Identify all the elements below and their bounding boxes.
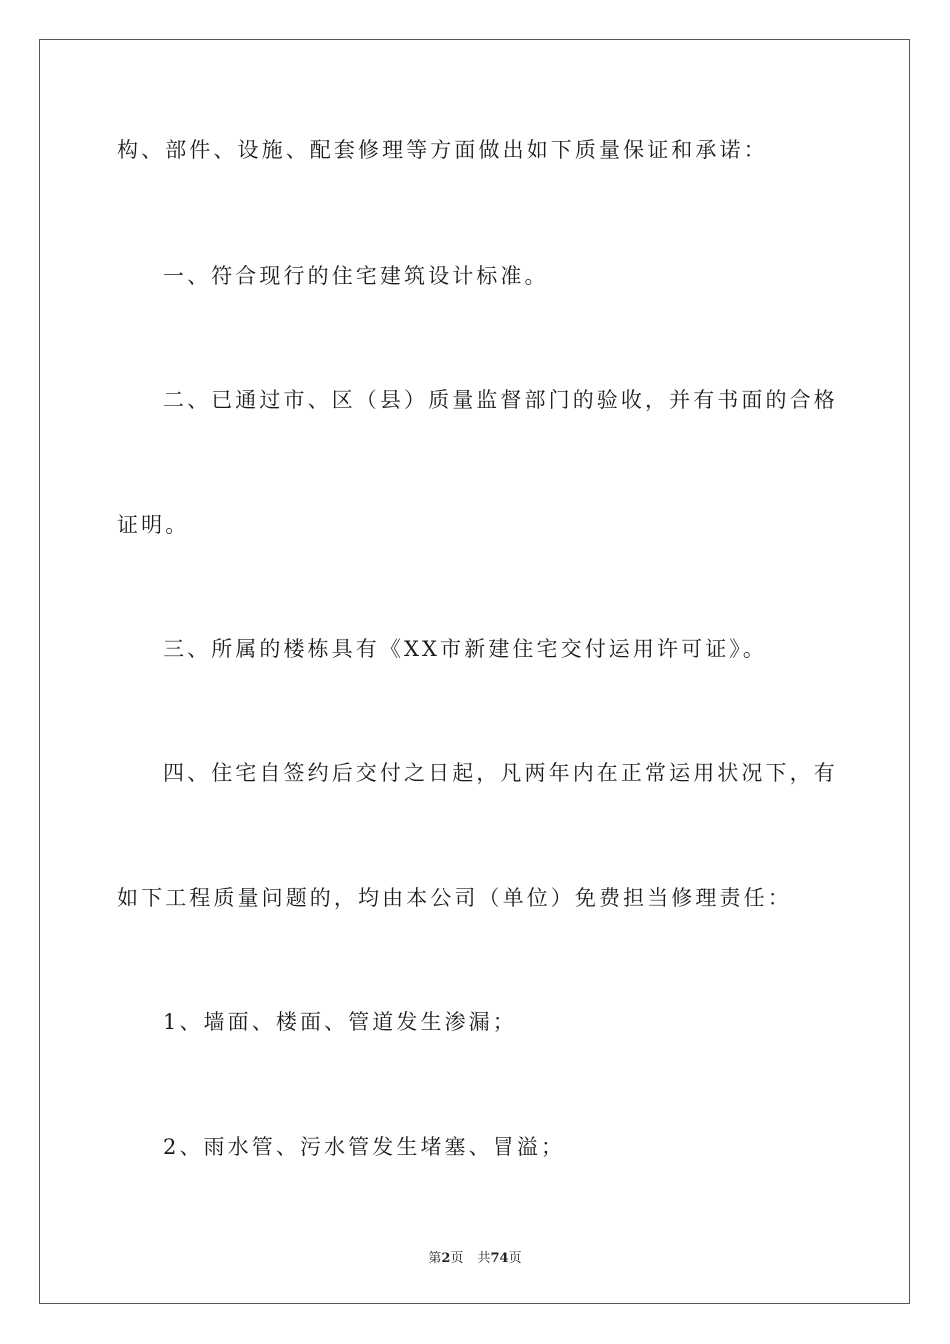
paragraph-line-8: 1、墙面、楼面、管道发生渗漏； (163, 1010, 517, 1034)
footer-total-pages: 74 (490, 1251, 509, 1266)
footer-page-number: 2 (441, 1251, 451, 1266)
paragraph-line-6: 四、住宅自签约后交付之日起，凡两年内在正常运用状况下，有 (163, 761, 838, 785)
paragraph-line-3: 二、已通过市、区（县）质量监督部门的验收，并有书面的合格 (163, 388, 838, 412)
paragraph-line-5: 三、所属的楼栋具有《XX市新建住宅交付运用许可证》。 (163, 637, 767, 661)
footer-page-prefix: 第 (428, 1251, 442, 1266)
paragraph-line-1: 构、部件、设施、配套修理等方面做出如下质量保证和承诺： (117, 138, 768, 162)
footer-page-suffix: 页 (450, 1251, 464, 1266)
paragraph-line-4: 证明。 (117, 513, 190, 537)
footer-total-prefix: 共 (477, 1251, 491, 1266)
page-footer (0, 1247, 950, 1266)
paragraph-line-7: 如下工程质量问题的，均由本公司（单位）免费担当修理责任： (117, 886, 792, 910)
footer-total-suffix: 页 (508, 1251, 522, 1266)
paragraph-line-9: 2、雨水管、污水管发生堵塞、冒溢； (163, 1135, 566, 1159)
page-border (39, 39, 910, 1304)
paragraph-line-2: 一、符合现行的住宅建筑设计标准。 (163, 264, 549, 288)
